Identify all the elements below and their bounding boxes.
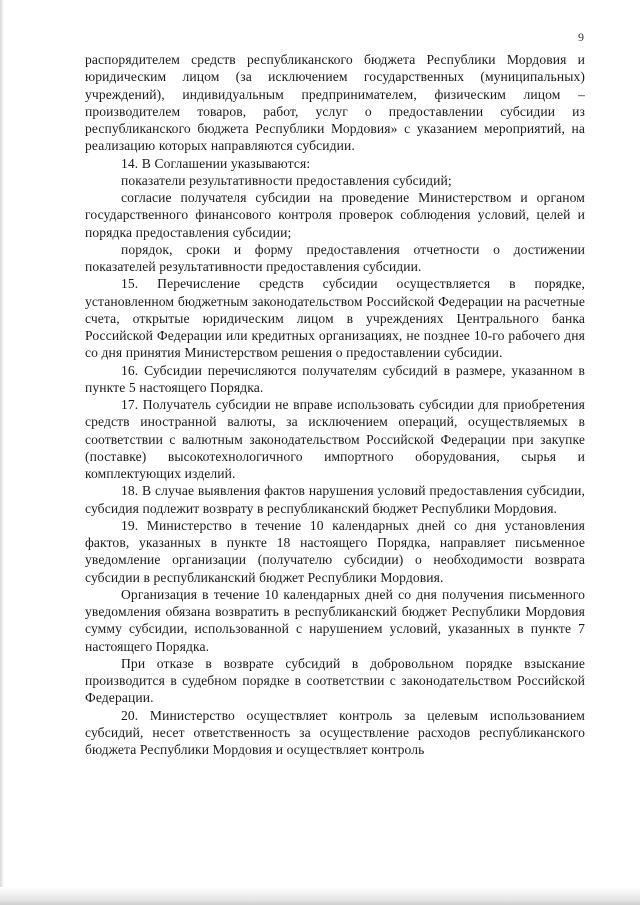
paragraph-clause-20: 20. Министерство осуществляет контроль за целевым использованием субсидий, несет ответственность за осуществление расходов республиканского бюджета Республики Мордовия и осуществляет контроль bbox=[85, 707, 585, 757]
paragraph-clause-19-court: При отказе в возврате субсидий в добровольном порядке взыскание производится в судебном порядке в соответствии с законодательством Российской Федерации. bbox=[85, 655, 585, 706]
paragraph-clause-14-item-2: согласие получателя субсидии на проведение Министерством и органом государственного финансового контроля проверок соблюдения условий, целей и порядка предоставления субсидии; bbox=[85, 190, 585, 240]
paragraph-clause-17: 17. Получатель субсидии не вправе использовать субсидии для приобретения средств иностранной валюты, за исключением операций, осуществляемых в соответствии с валютным законодательством Российской Федерации при закупке (поставке) высокотехнологичного импортного оборудования, сырья и комплектующих изделий. bbox=[85, 397, 585, 481]
paragraph-clause-19-return: Организация в течение 10 календарных дней со дня получения письменного уведомления обязана возвратить в республиканский бюджет Республики Мордовия сумму субсидии, использованной с нарушением условий, указанных в пункте 7 настоящего Порядка. bbox=[85, 586, 585, 654]
paragraph-clause-15: 15. Перечисление средств субсидии осуществляется в порядке, установленном бюджетным законодательством Российской Федерации на расчетные счета, открытые юридическим лицом в учреждениях Центрального банка Российской Федерации или кредитных организациях, не позднее 10-го рабочего дня со дня принятия Министерством решения о предоставлении субсидии. bbox=[85, 276, 585, 361]
scan-left-edge bbox=[0, 0, 4, 905]
paragraph-clause-19: 19. Министерство в течение 10 календарных дней со дня установления фактов, указанных в пункте 18 настоящего Порядка, направляет письменное уведомление организации (получателю субсидии) о необходимости возврата субсидии в республиканский бюджет Республики Мордовия. bbox=[85, 517, 585, 585]
document-body bbox=[85, 51, 585, 758]
scan-bottom-edge bbox=[0, 887, 640, 905]
paragraph-continuation: распорядителем средств республиканского бюджета Республики Мордовия и юридическим лицом (за исключением государственных (муниципальных) учреждений), индивидуальным предпринимателем, физическим лицом – производителем товаров, работ, услуг о предоставлении субсидии из республиканского бюджета Республики Мордовия» с указанием мероприятий, на реализацию которых направляются субсидии. bbox=[85, 52, 585, 154]
paragraph-clause-18: 18. В случае выявления фактов нарушения условий предоставления субсидии, субсидия подлежит возврату в республиканский бюджет Республики Мордовия. bbox=[85, 483, 585, 516]
paragraph-clause-14-item-3: порядок, сроки и форму предоставления отчетности о достижении показателей результативности предоставления субсидии. bbox=[85, 241, 585, 274]
paragraph-clause-14-item-1: показатели результативности предоставления субсидий; bbox=[121, 172, 452, 188]
paragraph-clause-14: 14. В Соглашении указываются: bbox=[121, 155, 311, 171]
page-number: 9 bbox=[578, 30, 584, 44]
paragraph-clause-16: 16. Субсидии перечисляются получателям субсидий в размере, указанном в пункте 5 настоящего Порядка. bbox=[85, 362, 585, 395]
